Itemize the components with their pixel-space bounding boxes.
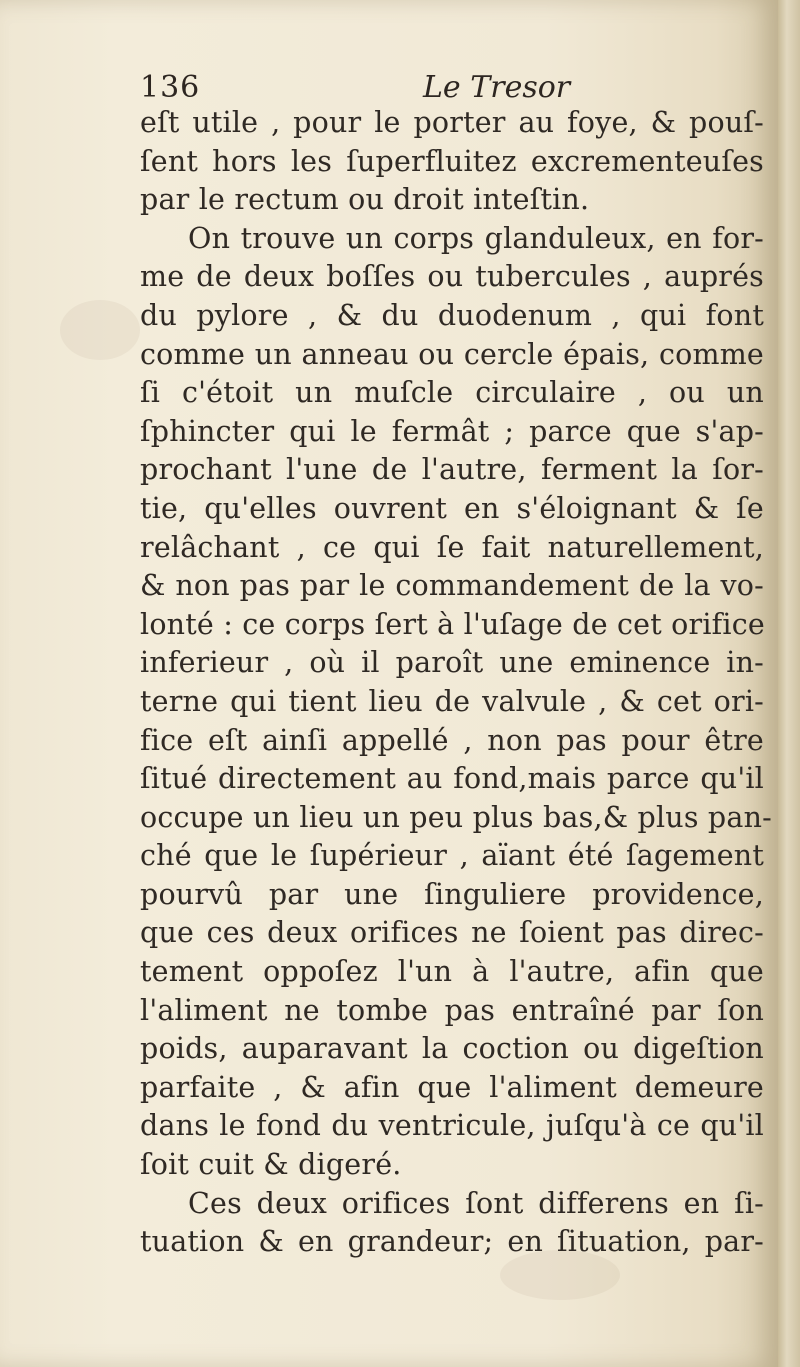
paper-stain: [60, 300, 140, 360]
text-line: eſt utile , pour le porter au foye, & pouſ-: [140, 106, 764, 139]
text-line: dans le fond du ventricule, juſqu'à ce qu'il: [140, 1109, 764, 1143]
text-line: tuation & en grandeur; en ſituation, par-: [140, 1225, 764, 1259]
page-edge: [778, 0, 800, 1367]
text-line: fice eſt ainſi appellé , non pas pour être: [140, 723, 764, 757]
text-line: terne qui tient lieu de valvule , & cet ori-: [140, 684, 764, 718]
text-line: On trouve un corps glanduleux, en for-: [188, 221, 764, 255]
text-line: poids, auparavant la coction ou digeſtion: [140, 1032, 764, 1066]
text-line: l'aliment ne tombe pas entraîné par ſon: [140, 993, 764, 1027]
text-line: & non pas par le commandement de la vo-: [140, 569, 764, 603]
text-line: ché que le ſupérieur , aïant été ſagement: [140, 839, 764, 873]
text-line: ſent hors les ſuperfluitez excrementeuſes: [140, 144, 764, 178]
page-number: 136: [140, 70, 201, 105]
text-line: prochant l'une de l'autre, ferment la ſor-: [140, 453, 764, 487]
text-line: occupe un lieu un peu plus bas,& plus pan-: [140, 800, 772, 834]
text-line: tement oppoſez l'un à l'autre, afin que: [140, 955, 764, 989]
text-line: ſoit cuit & digeré.: [140, 1148, 402, 1182]
text-line: inferieur , où il paroît une eminence in-: [140, 646, 764, 680]
text-line: tie, qu'elles ouvrent en s'éloignant & ſe: [140, 491, 764, 525]
text-line: pourvû par une ſinguliere providence,: [140, 877, 764, 911]
text-line: me de deux boſſes ou tubercules , auprés: [140, 260, 764, 294]
text-line: ſphincter qui le fermât ; parce que s'ap-: [140, 414, 764, 448]
text-line: que ces deux orifices ne ſoient pas direc-: [140, 916, 764, 950]
text-line: Ces deux orifices ſont differens en ſi-: [188, 1186, 764, 1220]
body-text: [140, 104, 772, 1262]
text-line: lonté : ce corps ſert à l'uſage de cet orifice: [140, 607, 765, 641]
text-line: ſitué directement au fond,mais parce qu'il: [140, 762, 764, 796]
text-line: comme un anneau ou cercle épais, comme: [140, 337, 764, 371]
running-title: Le Tresor: [423, 70, 571, 105]
text-line: parfaite , & afin que l'aliment demeure: [140, 1070, 764, 1104]
text-line: relâchant , ce qui ſe fait naturellement,: [140, 530, 764, 564]
text-line: par le rectum ou droit inteſtin.: [140, 183, 590, 217]
text-line: du pylore , & du duodenum , qui font: [140, 298, 764, 332]
text-line: ſi c'étoit un muſcle circulaire , ou un: [140, 376, 764, 410]
